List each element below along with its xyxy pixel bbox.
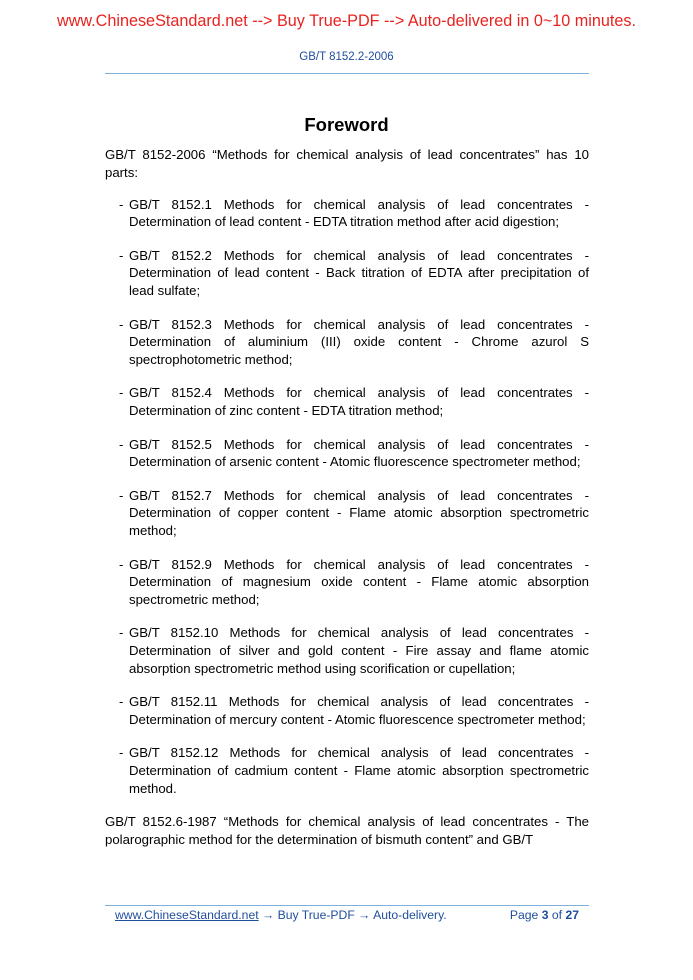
page-footer — [115, 908, 579, 922]
list-item-text: GB/T 8152.2 Methods for chemical analysis of lead concentrates - Determination of lead content - Back titration of EDTA after precipitation of lead sulfate; — [129, 247, 589, 299]
header-divider — [105, 73, 589, 74]
list-item — [105, 624, 589, 677]
dash-marker: - — [119, 436, 124, 452]
list-item — [105, 487, 589, 540]
dash-marker: - — [119, 556, 124, 572]
list-item — [105, 693, 589, 729]
list-item-text: GB/T 8152.1 Methods for chemical analysis of lead concentrates - Determination of lead content - EDTA titration method after acid digestion; — [129, 196, 589, 230]
list-item — [105, 436, 589, 472]
dash-marker: - — [119, 487, 124, 503]
dash-marker: - — [119, 625, 124, 641]
list-item-text: GB/T 8152.5 Methods for chemical analysis of lead concentrates - Determination of arsenic content - Atomic fluorescence spectrometer method; — [129, 436, 589, 470]
parts-list — [105, 196, 589, 798]
list-item — [105, 196, 589, 232]
dash-marker: - — [119, 247, 124, 263]
list-item — [105, 744, 589, 797]
dash-marker: - — [119, 196, 124, 212]
page-current: 3 — [541, 908, 549, 922]
list-item — [105, 247, 589, 300]
footer-site-link[interactable]: www.ChineseStandard.net — [115, 908, 259, 922]
header-doc-code: GB/T 8152.2-2006 — [299, 51, 394, 63]
list-item-text: GB/T 8152.11 Methods for chemical analysis of lead concentrates - Determination of mercury content - Atomic fluorescence spectrometer method; — [129, 694, 589, 728]
list-item-text: GB/T 8152.12 Methods for chemical analysis of lead concentrates - Determination of cadmium content - Flame atomic absorption spectrometric method. — [129, 745, 589, 797]
intro-paragraph: GB/T 8152-2006 “Methods for chemical analysis of lead concentrates” has 10 parts: — [105, 147, 589, 180]
list-item-text: GB/T 8152.9 Methods for chemical analysis of lead concentrates - Determination of magnesium oxide content - Flame atomic absorption spectrometric method; — [129, 556, 589, 608]
dash-marker: - — [119, 316, 124, 332]
dash-marker: - — [119, 745, 124, 761]
page-total: 27 — [565, 908, 579, 922]
footer-divider — [105, 905, 589, 906]
page-indicator — [510, 908, 579, 922]
list-item-text: GB/T 8152.3 Methods for chemical analysis of lead concentrates - Determination of aluminium (III) oxide content - Chrome azurol S spectrophotometric method; — [129, 316, 589, 368]
list-item — [105, 384, 589, 420]
list-item-text: GB/T 8152.7 Methods for chemical analysis of lead concentrates - Determination of copper content - Flame atomic absorption spectrometric method; — [129, 487, 589, 539]
top-banner[interactable]: www.ChineseStandard.net --> Buy True-PDF --> Auto-delivered in 0~10 minutes. — [57, 12, 636, 30]
page-of: of — [551, 908, 563, 922]
dash-marker: - — [119, 694, 124, 710]
list-item-text: GB/T 8152.10 Methods for chemical analysis of lead concentrates - Determination of silver and gold content - Fire assay and flame atomic absorption spectrometric method using scorification or cupellation; — [129, 625, 589, 677]
page-label: Page — [509, 908, 539, 922]
dash-marker: - — [119, 385, 124, 401]
document-body — [105, 146, 589, 849]
list-item-text: GB/T 8152.4 Methods for chemical analysis of lead concentrates - Determination of zinc content - EDTA titration method; — [129, 385, 589, 419]
footer-promo-text: → Buy True-PDF → Auto-delivery. — [258, 908, 447, 922]
closing-paragraph: GB/T 8152.6-1987 “Methods for chemical analysis of lead concentrates - The polarographic method for the determination of bismuth content” and GB/T — [105, 814, 589, 848]
page-title: Foreword — [304, 114, 389, 136]
list-item — [105, 316, 589, 369]
list-item — [105, 556, 589, 609]
